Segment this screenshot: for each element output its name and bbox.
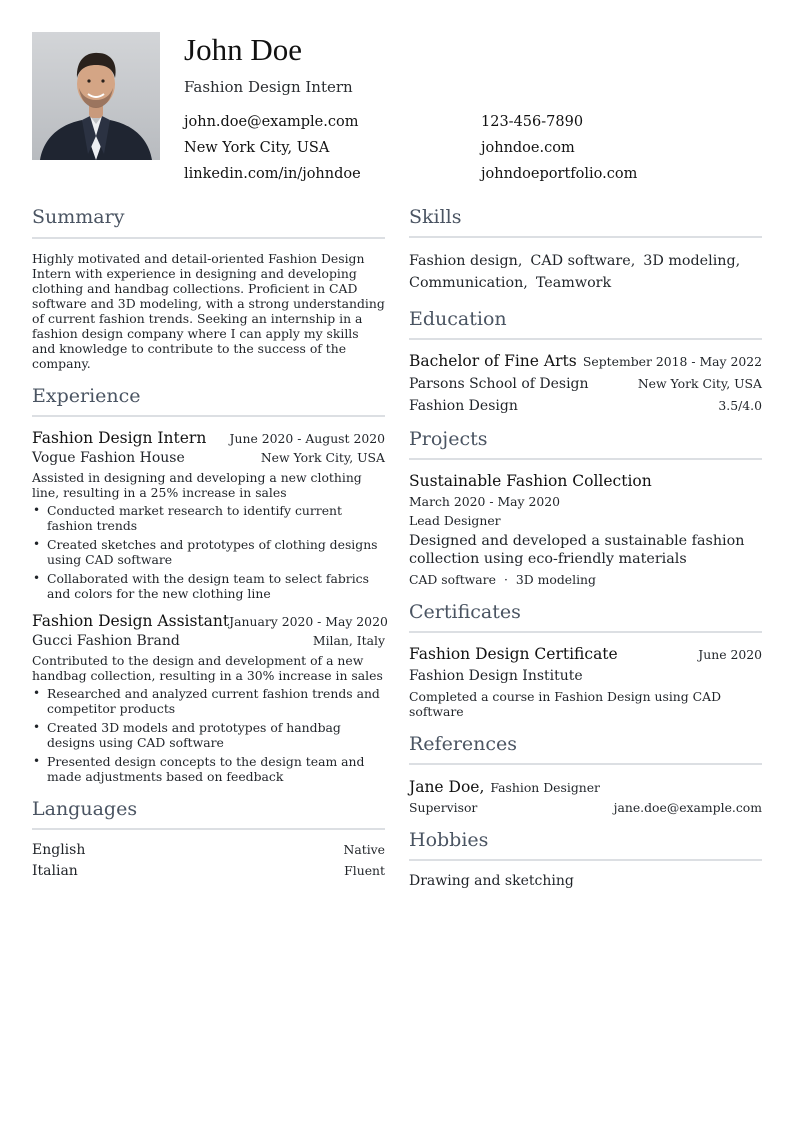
section-heading: Projects — [409, 428, 762, 460]
skill-item: Fashion design, — [409, 253, 523, 269]
section-heading: Education — [409, 308, 762, 340]
section-heading: Certificates — [409, 601, 762, 633]
job-bullet: • Presented design concepts to the design team and made adjustments based on feedback — [32, 754, 385, 784]
references-section — [409, 733, 762, 815]
job-entry — [32, 612, 388, 784]
job-role: Fashion Design Intern — [32, 429, 207, 447]
left-column — [32, 206, 388, 893]
job-bullets — [32, 503, 385, 601]
candidate-title: Fashion Design Intern — [184, 78, 353, 96]
job-dates: January 2020 - May 2020 — [229, 614, 388, 629]
section-heading: Languages — [32, 798, 385, 830]
summary-text: Highly motivated and detail-oriented Fashion Design Intern with experience in designing and developing clothing and handbag collections. Proficient in CAD software and 3D modeling, with a strong understanding of current fashion trends. Seeking an internship in a fashion design company where I can apply my skills and knowledge to contribute to the success of the company. — [32, 251, 385, 371]
certificate-date: June 2020 — [698, 647, 762, 662]
job-role: Fashion Design Assistant — [32, 612, 230, 630]
hobby-item: Drawing and sketching — [409, 873, 574, 889]
job-bullets — [32, 686, 385, 784]
section-heading: Skills — [409, 206, 762, 238]
job-entry — [32, 429, 385, 601]
languages-section — [32, 798, 385, 879]
skill-item: Teamwork — [535, 275, 612, 291]
certificate-name: Fashion Design Certificate — [409, 645, 618, 663]
job-location: New York City, USA — [260, 450, 385, 465]
job-bullet: • Created sketches and prototypes of clothing designs using CAD software — [32, 537, 385, 567]
project-title: Sustainable Fashion Collection — [409, 472, 652, 490]
contact-email[interactable]: john.doe@example.com — [184, 114, 359, 130]
language-level: Native — [343, 842, 385, 857]
hobbies-section — [409, 829, 762, 889]
contact-portfolio[interactable]: johndoeportfolio.com — [481, 166, 638, 182]
project-tags — [409, 572, 762, 587]
experience-section — [32, 385, 388, 784]
job-bullet: • Created 3D models and prototypes of handbag designs using CAD software — [32, 720, 385, 750]
degree: Bachelor of Fine Arts — [409, 352, 577, 370]
project-description: Designed and developed a sustainable fashion collection using eco-friendly materials — [409, 533, 745, 567]
job-company: Gucci Fashion Brand — [32, 633, 180, 649]
field-of-study: Fashion Design — [409, 398, 518, 414]
contact-phone[interactable]: 123-456-7890 — [481, 114, 584, 130]
skill-item: CAD software, — [530, 253, 636, 269]
tag-separator: · — [503, 572, 508, 587]
skills-list — [409, 250, 762, 294]
education-dates: September 2018 - May 2022 — [582, 354, 762, 369]
portrait-image — [32, 32, 160, 160]
job-summary: Contributed to the design and development of a new handbag collection, resulting in a 30% increase in sales — [32, 653, 383, 683]
certificate-issuer: Fashion Design Institute — [409, 668, 583, 684]
reference-email[interactable]: jane.doe@example.com — [613, 800, 762, 815]
language-name: Italian — [32, 863, 78, 879]
certificates-section — [409, 601, 762, 719]
reference-role: Fashion Designer — [490, 780, 600, 795]
projects-section — [409, 428, 762, 587]
project-dates: March 2020 - May 2020 — [409, 494, 560, 509]
summary-section — [32, 206, 385, 371]
language-row — [32, 842, 385, 858]
contact-location: New York City, USA — [184, 140, 330, 156]
language-row — [32, 863, 385, 879]
project-tag: CAD software — [409, 572, 496, 587]
gpa: 3.5/4.0 — [718, 398, 762, 413]
skill-item: Communication, — [409, 275, 528, 291]
job-location: Milan, Italy — [312, 633, 385, 648]
job-bullet: • Conducted market research to identify current fashion trends — [32, 503, 385, 533]
education-section — [409, 308, 762, 414]
skills-section — [409, 206, 762, 294]
job-bullet: • Collaborated with the design team to select fabrics and colors for the new clothing line — [32, 571, 385, 601]
job-summary: Assisted in designing and developing a new clothing line, resulting in a 25% increase in sales — [32, 470, 362, 500]
school-location: New York City, USA — [637, 376, 762, 391]
contact-linkedin[interactable]: linkedin.com/in/johndoe — [184, 166, 361, 182]
language-name: English — [32, 842, 86, 858]
language-level: Fluent — [344, 863, 385, 878]
project-role: Lead Designer — [409, 513, 501, 528]
reference-relation: Supervisor — [409, 800, 478, 815]
job-bullet: • Researched and analyzed current fashion trends and competitor products — [32, 686, 385, 716]
skill-item: 3D modeling, — [643, 253, 741, 269]
section-heading: Summary — [32, 206, 385, 239]
school-name: Parsons School of Design — [409, 376, 589, 392]
reference-name: Jane Doe, — [409, 778, 485, 796]
right-column — [409, 206, 762, 903]
contact-website[interactable]: johndoe.com — [481, 140, 575, 156]
project-tag: 3D modeling — [515, 572, 596, 587]
candidate-name: John Doe — [184, 32, 302, 67]
section-heading: Hobbies — [409, 829, 762, 861]
job-dates: June 2020 - August 2020 — [229, 431, 385, 446]
section-heading: Experience — [32, 385, 385, 417]
profile-photo — [32, 32, 160, 160]
section-heading: References — [409, 733, 762, 765]
job-company: Vogue Fashion House — [32, 450, 185, 466]
certificate-description: Completed a course in Fashion Design using CAD software — [409, 689, 722, 719]
